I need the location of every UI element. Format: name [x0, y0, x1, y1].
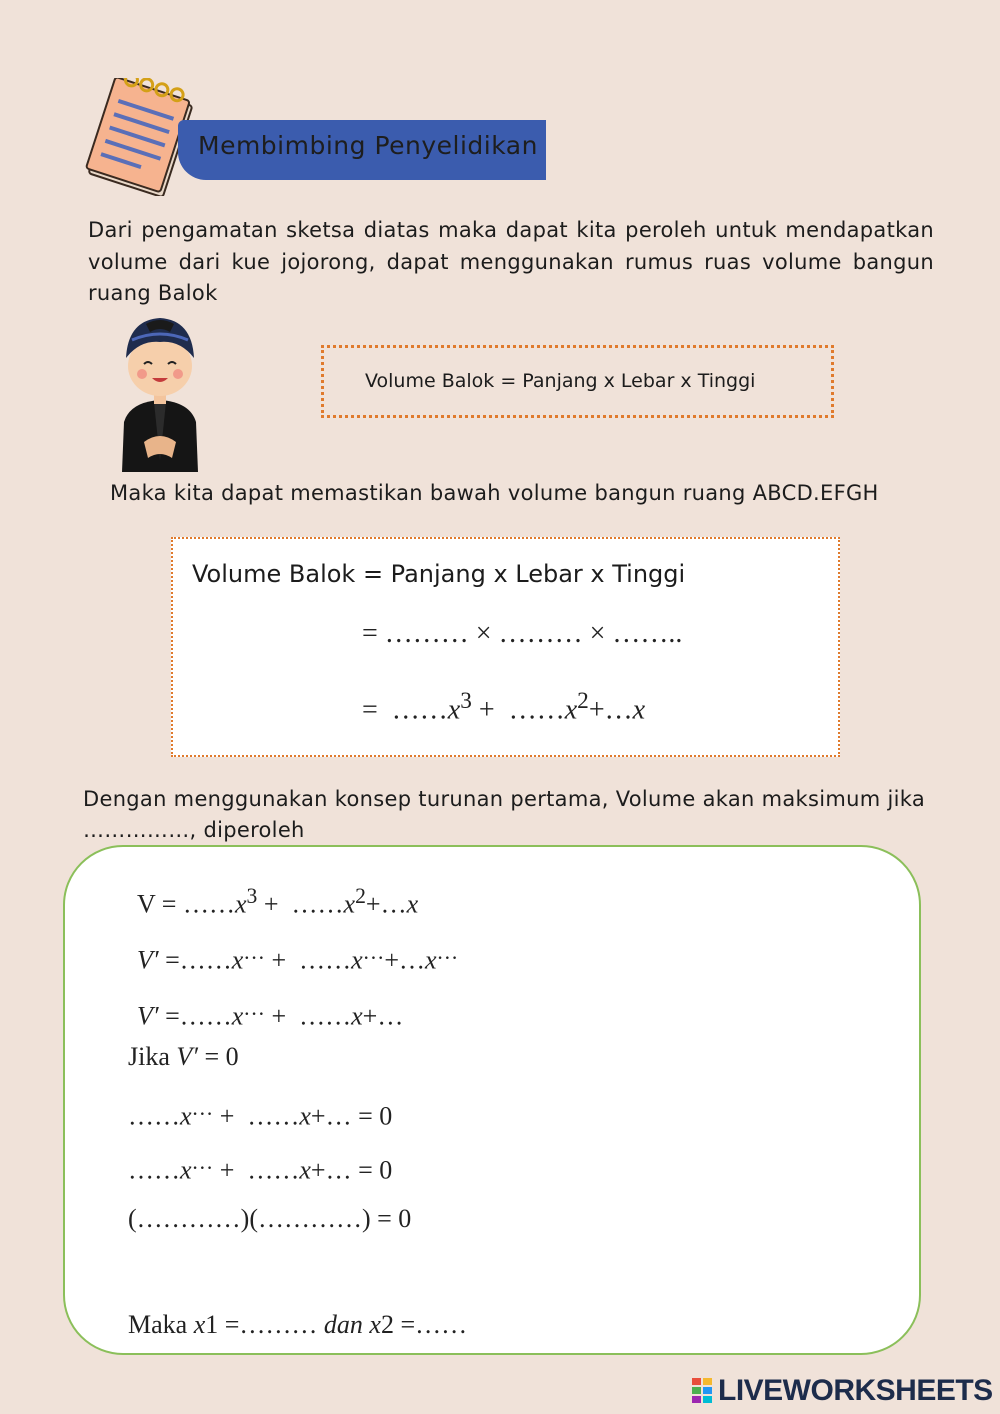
statement-text: Maka kita dapat memastikan bawah volume bangun ruang ABCD.EFGH: [110, 481, 879, 505]
page-title: Membimbing Penyelidikan: [198, 131, 538, 160]
maka-label: Maka: [128, 1310, 188, 1339]
equation-zero-2: ……x… + ……x+… = 0: [128, 1150, 393, 1185]
jika-label: Jika: [128, 1042, 170, 1071]
condition-line: Jika V′ = 0: [128, 1042, 239, 1071]
factor-line: (…………)(…………) = 0: [128, 1204, 412, 1233]
volume-formula: Volume Balok = Panjang x Lebar x Tinggi: [365, 370, 756, 392]
volume-formula-line: Volume Balok = Panjang x Lebar x Tinggi: [192, 560, 686, 588]
javanese-boy-illustration: [110, 310, 210, 472]
derivative-prompt: Dengan menggunakan konsep turunan pertama, Volume akan maksimum jika ……………, diperoleh: [83, 787, 925, 842]
volume-blank-product: = ……… × ……… × ……..: [362, 618, 683, 649]
equation-v: $V = \dots\dots x^3$ + $\dots\dots x^2+\dots x$: [137, 884, 419, 919]
volume-polynomial: = $\dots\dots x^3$ + $\dots\dots x^2+\dots x$: [362, 688, 646, 726]
liveworksheets-logo-icon: [692, 1378, 712, 1404]
dan-label: dan: [323, 1310, 363, 1339]
equation-zero-1: ……x… + ……x+… = 0: [128, 1096, 393, 1131]
equation-v-prime-1: V′ =……x… + ……x…+…x…: [137, 940, 459, 975]
roots-line: Maka x1 =……… dan x2 =……: [128, 1310, 468, 1339]
liveworksheets-logo[interactable]: LIVEWORKSHEETS: [718, 1374, 993, 1407]
intro-paragraph: Dari pengamatan sketsa diatas maka dapat kita peroleh untuk mendapatkan volume dari kue jojorong, dapat menggunakan rumus ruas volume bangun ruang Balok: [88, 218, 934, 305]
equation-v-prime-2: V′ =……x… + ……x+…: [137, 996, 404, 1031]
